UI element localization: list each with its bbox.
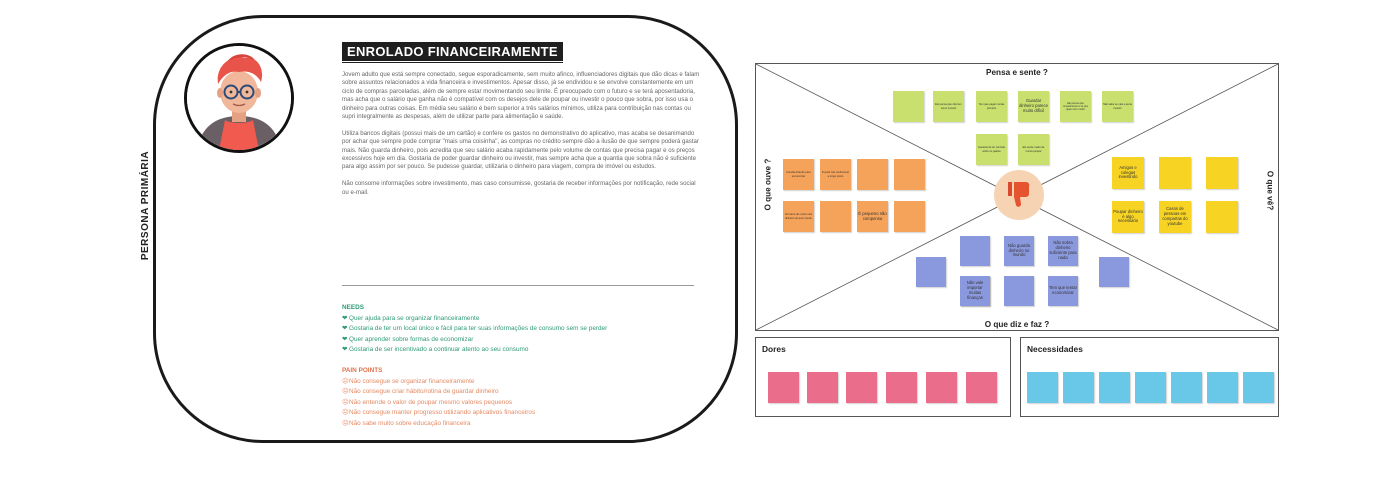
- needs-item: [342, 324, 702, 335]
- sticky-note-see: Poupar dinheiro é algo necessário: [1112, 201, 1144, 233]
- sticky-note-think: Não sabe se vale a pena investir: [1102, 91, 1133, 122]
- pain-point-item: [342, 408, 702, 419]
- avatar: [184, 43, 294, 153]
- pain-points-heading: PAIN POINTS: [342, 367, 383, 374]
- pain-point-text: Não consegue manter progresso utilizando aplicativos financeiros: [349, 409, 536, 416]
- sticky-note-need: [1027, 372, 1058, 403]
- sticky-note-see: [1159, 157, 1191, 189]
- sticky-note-say: Tem que tentar economizar: [1048, 276, 1078, 306]
- sticky-note-pain: [846, 372, 877, 403]
- sticky-note-hear: Ver tanto de muito mais dinheiro do que investir: [783, 201, 814, 232]
- needs-item: [342, 314, 702, 325]
- heart-icon: ❤: [342, 335, 348, 343]
- sticky-note-need: [1207, 372, 1238, 403]
- sticky-note-see: Casos de pessoas em compartas do youtube: [1159, 201, 1191, 233]
- pain-point-text: Não entende o valor de poupar mesmo valores pequenos: [349, 398, 513, 406]
- sticky-note-see: Amigos e colegas investindo: [1112, 157, 1144, 189]
- sticky-note-hear: [820, 201, 851, 232]
- pains-box: [755, 337, 1011, 417]
- sticky-note-say: Não sobra dinheiro suficiente para nada: [1048, 236, 1078, 266]
- pain-point-item: [342, 398, 702, 409]
- thinks-feels-label: Pensa e sente ?: [986, 68, 1048, 77]
- sticky-note-hear: [894, 159, 925, 190]
- says-does-label: O que diz e faz ?: [984, 320, 1050, 329]
- persona-bio: [342, 71, 700, 205]
- pain-point-text: Não consegue se organizar financeiramente: [349, 377, 475, 385]
- persona-bio-paragraph: Jovem adulto que está sempre conectado, segue esporadicamente, sem muito afinco, influenciadores digitais que dão dicas e falam sobre assuntos relacionados a vida financeira e investimentos. Apesar disso, já se endividou e se envolve constantemente em um ciclo de compras parceladas, além de sempre estar movimentando seu limite. É preocupado com o futuro e se terá aposentadoria, mas acha que o salário que ganha não é compatível com os desejos dele de poupar ou investir o pouco que sobra, por isso usa o dinheiro para outras coisas. Em média seu salário é bem superior a três salários mínimos, utiliza para contribuição nas contas ou supri integralmente as despesas, além de utilizar parte para alimentação e saúde.: [342, 71, 700, 121]
- sticky-note-think: Ele sente medo de nunca poupar: [1018, 134, 1049, 165]
- section-divider: [342, 285, 694, 286]
- needs-box-title: Necessidades: [1027, 344, 1083, 354]
- pain-point-item: [342, 419, 702, 430]
- pains-box-title: Dores: [762, 344, 786, 354]
- sticky-note-need: [1135, 372, 1166, 403]
- sticky-note-say: [1004, 276, 1034, 306]
- sad-face-icon: ☹: [342, 377, 349, 385]
- sticky-note-think: Ele pensa que investimento é só pra quem tem muito: [1060, 91, 1091, 122]
- needs-item: [342, 345, 702, 356]
- needs-item-text: Quer ajuda para se organizar financeiramente: [349, 314, 480, 322]
- sticky-note-think: [893, 91, 924, 122]
- sticky-note-hear: [894, 201, 925, 232]
- sticky-note-think: Gostaria de ter controle sobre os gastos: [976, 134, 1007, 165]
- sticky-note-hear: É pequeno não compensa: [857, 201, 888, 232]
- pain-points-section: [342, 366, 702, 429]
- sticky-note-pain: [966, 372, 997, 403]
- heart-icon: ❤: [342, 346, 348, 353]
- sticky-note-need: [1099, 372, 1130, 403]
- sticky-note-say: Não vale importar muitas finanças: [960, 276, 990, 306]
- needs-item: [342, 335, 702, 346]
- heart-icon: ❤: [342, 325, 348, 332]
- pain-point-text: Não consegue criar hábito/rotina de guardar dinheiro: [349, 388, 499, 395]
- sticky-note-hear: Investir traz rendimento a longo prazo: [820, 159, 851, 190]
- sticky-note-say: [1099, 257, 1129, 287]
- sticky-note-see: [1206, 157, 1238, 189]
- empathy-map: [755, 63, 1279, 331]
- needs-item-text: Gostaria de ser incentivado a continuar atento ao seu consumo: [349, 346, 529, 353]
- sticky-note-think: Tem que pagar contas primeiro: [976, 91, 1007, 122]
- needs-heading: NEEDS: [342, 304, 365, 311]
- sticky-note-see: [1206, 201, 1238, 233]
- sticky-note-say: [916, 257, 946, 287]
- sticky-note-need: [1243, 372, 1274, 403]
- pain-point-item: [342, 377, 702, 388]
- sticky-note-pain: [886, 372, 917, 403]
- pain-point-item: [342, 387, 702, 398]
- sticky-note-think: Guardar dinheiro parece muito difícil: [1018, 91, 1049, 122]
- persona-bio-paragraph: Utiliza bancos digitais (possui mais de um cartão) e confere os gastos no demonstrativo do aplicativo, mas acaba se desanimando por achar que sempre pode comprar "mais uma coisinha", as compras no crédito sempre dão a ilusão de que sempre poderá gastar mais. Não guarda dinheiro, pois acredita que seu salário acaba rapidamente pelo volume de contas que precisa pagar e os preços excessivos hoje em dia. Gostaria de poder guardar dinheiro ou investir, mas sempre acha que a quantia que sobra não é suficiente para algo assim por ser pouco. Se pudesse guardar, utilizaria o dinheiro para viagem, compra de imóvel ou estudos.: [342, 129, 699, 171]
- hears-label: O que ouve ?: [763, 158, 773, 211]
- sticky-note-think: Ele pensa que não tem como investir: [933, 91, 964, 122]
- sticky-note-say: Não guarda dinheiro no mundo: [1004, 236, 1034, 266]
- thumbs-down-icon: [1006, 180, 1032, 210]
- sad-face-icon: ☹: [342, 409, 349, 416]
- persona-bio-paragraph: Não consome informações sobre investimento, mas caso consumisse, gostaria de receber informações por notificação, rede social ou e-mail.: [342, 180, 696, 196]
- heart-icon: ❤: [342, 314, 348, 322]
- sticky-note-need: [1063, 372, 1094, 403]
- sticky-note-pain: [807, 372, 838, 403]
- needs-section: [342, 303, 702, 356]
- sticky-note-need: [1171, 372, 1202, 403]
- pain-point-text: Não sabe muito sobre educação financeira: [349, 419, 471, 427]
- sticky-note-pain: [768, 372, 799, 403]
- persona-card: [153, 15, 738, 443]
- center-thumbs-down: [994, 170, 1044, 220]
- sad-face-icon: ☹: [342, 398, 349, 406]
- sad-face-icon: ☹: [342, 419, 349, 427]
- sticky-note-pain: [926, 372, 957, 403]
- needs-box: [1020, 337, 1279, 417]
- sad-face-icon: ☹: [342, 388, 349, 395]
- avatar-illustration: [187, 46, 291, 150]
- sticky-note-hear: Família dizendo para economizar: [783, 159, 814, 190]
- sticky-note-hear: [857, 159, 888, 190]
- needs-item-text: Gostaria de ter um local único e fácil para ter suas informações de consumo sem se perder: [349, 325, 608, 332]
- persona-side-label-text: PERSONA PRIMÁRIA: [140, 150, 152, 260]
- sees-label: O que vê?: [1265, 170, 1275, 211]
- sticky-note-say: [960, 236, 990, 266]
- needs-item-text: Quer aprender sobre formas de economizar: [349, 335, 474, 343]
- persona-title: ENROLADO FINANCEIRAMENTE: [342, 42, 563, 61]
